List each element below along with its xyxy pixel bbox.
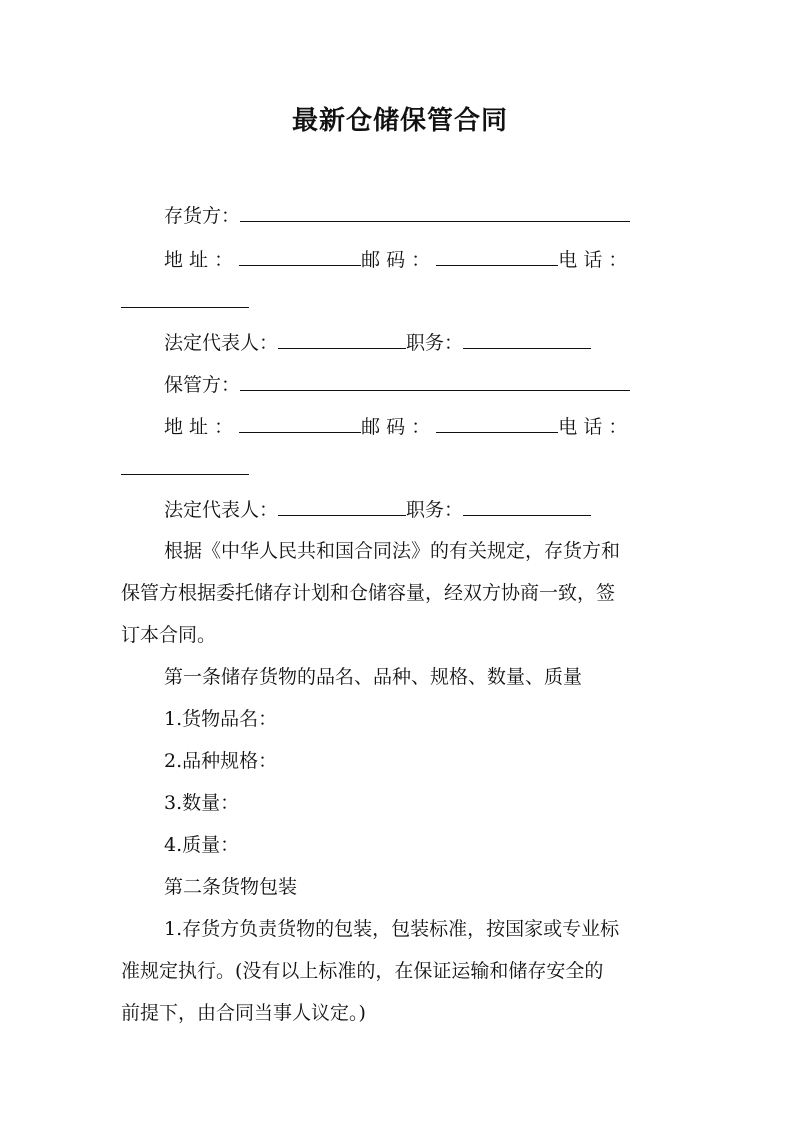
depositor-label: 存货方： bbox=[164, 205, 241, 227]
depositor-phone-label: 电 话 ： bbox=[558, 249, 628, 271]
custodian-line bbox=[164, 372, 630, 397]
custodian-address-label: 地 址 ： bbox=[164, 416, 234, 438]
depositor-address-label: 地 址 ： bbox=[164, 249, 234, 271]
depositor-address-blank bbox=[239, 247, 361, 266]
article1-item-2: 2.品种规格： bbox=[164, 750, 278, 772]
custodian-blank bbox=[240, 372, 630, 391]
preamble-line-1: 根据《中华人民共和国合同法》的有关规定，存货方和 bbox=[164, 540, 621, 562]
custodian-rep-blank bbox=[278, 497, 406, 516]
depositor-position-label: 职务： bbox=[406, 332, 464, 354]
article2-heading: 第二条货物包装 bbox=[164, 876, 298, 898]
custodian-address-line bbox=[164, 414, 627, 439]
custodian-rep-label: 法定代表人： bbox=[164, 499, 279, 521]
preamble-line-2: 保管方根据委托储存计划和仓储容量，经双方协商一致，签 bbox=[121, 582, 616, 604]
custodian-phone-blank-line bbox=[121, 456, 681, 481]
depositor-address-line bbox=[164, 247, 627, 272]
depositor-phone-blank bbox=[121, 289, 249, 308]
article1-heading: 第一条储存货物的品名、品种、规格、数量、质量 bbox=[164, 666, 583, 688]
custodian-phone-blank bbox=[121, 456, 249, 475]
article1-item-1: 1.货物品名： bbox=[164, 708, 278, 730]
custodian-phone-label: 电 话 ： bbox=[558, 416, 628, 438]
depositor-blank bbox=[240, 203, 630, 222]
custodian-position-blank bbox=[463, 497, 591, 516]
custodian-postcode-blank bbox=[436, 414, 558, 433]
article2-paragraph-line-3: 前提下，由合同当事人议定。) bbox=[121, 1002, 366, 1024]
article1-item-3: 3.数量： bbox=[164, 792, 240, 814]
preamble-line-3: 订本合同。 bbox=[121, 624, 217, 646]
document-title: 最新仓储保管合同 bbox=[291, 106, 508, 136]
custodian-label: 保管方： bbox=[164, 374, 241, 396]
depositor-line bbox=[164, 203, 630, 228]
article2-paragraph-line-1: 1.存货方负责货物的包装，包装标准，按国家或专业标 bbox=[164, 918, 620, 940]
article1-item-4: 4.质量： bbox=[164, 834, 240, 856]
depositor-position-blank bbox=[463, 330, 591, 349]
depositor-rep-blank bbox=[278, 330, 406, 349]
custodian-position-label: 职务： bbox=[406, 499, 464, 521]
article2-paragraph-line-2: 准规定执行。(没有以上标准的，在保证运输和储存安全的 bbox=[121, 960, 604, 982]
custodian-postcode-label: 邮 码 ： bbox=[361, 416, 431, 438]
custodian-address-blank bbox=[239, 414, 361, 433]
depositor-phone-blank-line bbox=[121, 289, 681, 314]
depositor-postcode-label: 邮 码 ： bbox=[361, 249, 431, 271]
depositor-postcode-blank bbox=[436, 247, 558, 266]
depositor-rep-label: 法定代表人： bbox=[164, 332, 279, 354]
custodian-rep-line bbox=[164, 497, 591, 522]
depositor-rep-line bbox=[164, 330, 591, 355]
